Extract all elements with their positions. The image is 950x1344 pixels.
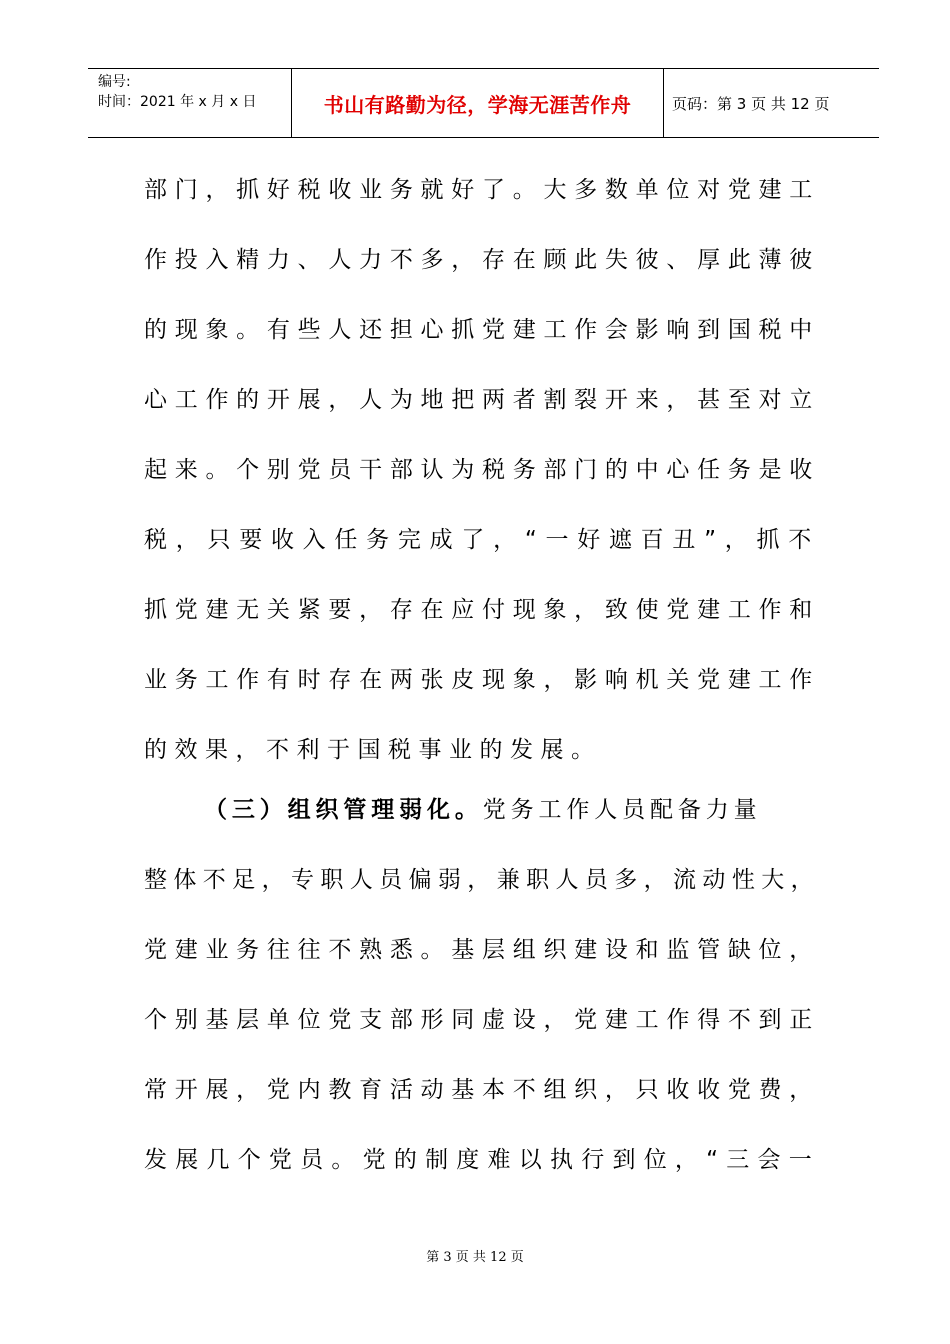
body-line: 业务工作有时存在两张皮现象，影响机关党建工作 bbox=[144, 667, 820, 693]
body-line: 发展几个党员。党的制度难以执行到位，“三会一 bbox=[144, 1147, 820, 1173]
body-line: 心工作的开展，人为地把两者割裂开来，甚至对立 bbox=[144, 387, 820, 413]
document-date-label: 时间：2021 年 x 月 x 日 bbox=[98, 94, 257, 110]
page-header bbox=[88, 68, 879, 138]
header-page-number: 页码：第 3 页 共 12 页 bbox=[672, 94, 830, 113]
body-line: 个别基层单位党支部形同虚设，党建工作得不到正 bbox=[144, 1007, 820, 1033]
body-line: 税，只要收入任务完成了，“一好遮百丑”，抓不 bbox=[144, 527, 820, 553]
body-line: 抓党建无关紧要，存在应付现象，致使党建工作和 bbox=[144, 597, 820, 623]
body-line: 部门，抓好税收业务就好了。大多数单位对党建工 bbox=[144, 177, 820, 203]
body-line: 整体不足，专职人员偏弱，兼职人员多，流动性大， bbox=[144, 867, 820, 893]
body-line: 作投入精力、人力不多，存在顾此失彼、厚此薄彼 bbox=[144, 247, 820, 273]
document-number-label: 编号: bbox=[98, 74, 131, 90]
section-heading: （三）组织管理弱化。 bbox=[204, 797, 483, 823]
body-line: 起来。个别党员干部认为税务部门的中心任务是收 bbox=[144, 457, 820, 483]
page-footer: 第 3 页 共 12 页 bbox=[426, 1250, 524, 1265]
section-heading-line bbox=[204, 794, 762, 826]
body-line: 的现象。有些人还担心抓党建工作会影响到国税中 bbox=[144, 317, 820, 343]
section-heading-rest: 党务工作人员配备力量 bbox=[482, 797, 762, 823]
header-meta bbox=[88, 69, 292, 137]
body-line: 的效果，不利于国税事业的发展。 bbox=[144, 737, 602, 763]
header-motto: 书山有路勤为径，学海无涯苦作舟 bbox=[292, 69, 664, 137]
body-line: 常开展，党内教育活动基本不组织，只收收党费， bbox=[144, 1077, 820, 1103]
body-line: 党建业务往往不熟悉。基层组织建设和监管缺位， bbox=[144, 937, 820, 963]
